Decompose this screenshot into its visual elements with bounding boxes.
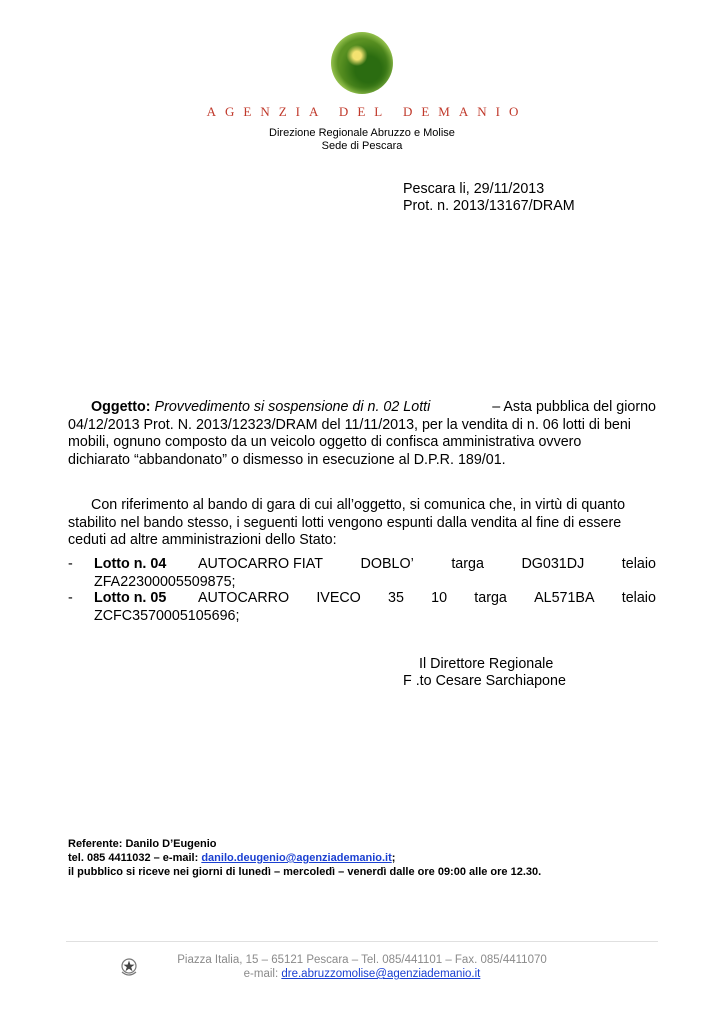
subject-line2: 04/12/2013 Prot. N. 2013/12323/DRAM del 11/11/2013, per la vendita di n. 06 lotti di beni [68,416,631,433]
lot-item [68,556,656,591]
lot-vehicle: AUTOCARRO FIAT [198,556,323,572]
subject-line1-rest: – Asta pubblica del giorno [492,399,656,415]
lot-brand: IVECO [316,590,361,606]
lot-label: Lotto n. 04 [94,556,167,572]
lot-dash: - [68,556,73,572]
referent-suffix: ; [391,852,396,864]
lot-item [68,590,656,625]
lot-chassis: ZCFC3570005105696; [94,607,240,624]
subject-line3: mobili, ognuno composto da un veicolo oggetto di confisca amministrativa ovvero [68,434,582,450]
paragraph-line1: Con riferimento al bando di gara di cui all’oggetto, si comunica che, in virtù di quanto [91,497,626,513]
referent-contact [68,851,395,865]
lot-chassis: ZFA22300005509875; [94,573,236,590]
lot-targa-label: targa [451,556,484,572]
lot-model-num: 35 [388,590,404,606]
footer-email-line [140,967,584,981]
lot-telaio-label: telaio [621,590,656,606]
lot-targa-label: targa [474,590,507,606]
lot-model-sub: 10 [431,590,448,606]
subject-label: Oggetto: [91,399,151,415]
footer-address: Piazza Italia, 15 – 65121 Pescara – Tel. 085/441101 – Fax. 085/4411070 [177,954,547,966]
lot-plate: DG031DJ [521,556,585,572]
paragraph-line3: ceduti ad altre amministrazioni dello Stato: [68,532,337,548]
subject-line4: dichiarato “abbandonato” o dismesso in esecuzione al D.P.R. 189/01. [68,451,506,468]
subject-block [68,399,656,469]
footer-email-prefix: e-mail: [243,968,282,980]
lot-vehicle: AUTOCARRO [198,590,290,606]
place-date: Pescara li, 29/11/2013 [403,181,545,197]
footer-divider [66,941,658,942]
agency-logo [331,32,393,94]
lot-plate: AL571BA [534,590,595,606]
signature-name: F .to Cesare Sarchiapone [403,673,566,689]
direzione-line: Direzione Regionale Abruzzo e Molise [269,127,455,139]
lot-telaio-label: telaio [621,556,656,572]
signature-title: Il Direttore Regionale [419,656,554,672]
lot-dash: - [68,590,73,606]
footer-email-link[interactable]: dre.abruzzomolise@agenziademanio.it [281,968,481,980]
office-hours: il pubblico si riceve nei giorni di lunedì – mercoledì – venerdì dalle ore 09:00 alle ore 12.30. [68,866,542,878]
referent-phone: tel. 085 4411032 – e-mail: [68,852,202,864]
referent-name: Referente: Danilo D’Eugenio [68,838,217,850]
subject-title: Provvedimento si sospensione di n. 02 Lotti [154,399,431,415]
paragraph-line2: stabilito nel bando stesso, i seguenti lotti vengono espunti dalla vendita al fine di essere [68,514,622,531]
republic-emblem-icon [119,956,139,978]
lot-model: DOBLO’ [360,556,414,572]
agency-name: AGENZIA DEL DEMANIO [206,104,528,119]
referent-email-link[interactable]: danilo.deugenio@agenziademanio.it [201,852,392,864]
lot-label: Lotto n. 05 [94,590,167,606]
protocol-number: Prot. n. 2013/13167/DRAM [403,198,575,214]
body-paragraph [68,497,656,550]
sede-line: Sede di Pescara [321,140,403,152]
